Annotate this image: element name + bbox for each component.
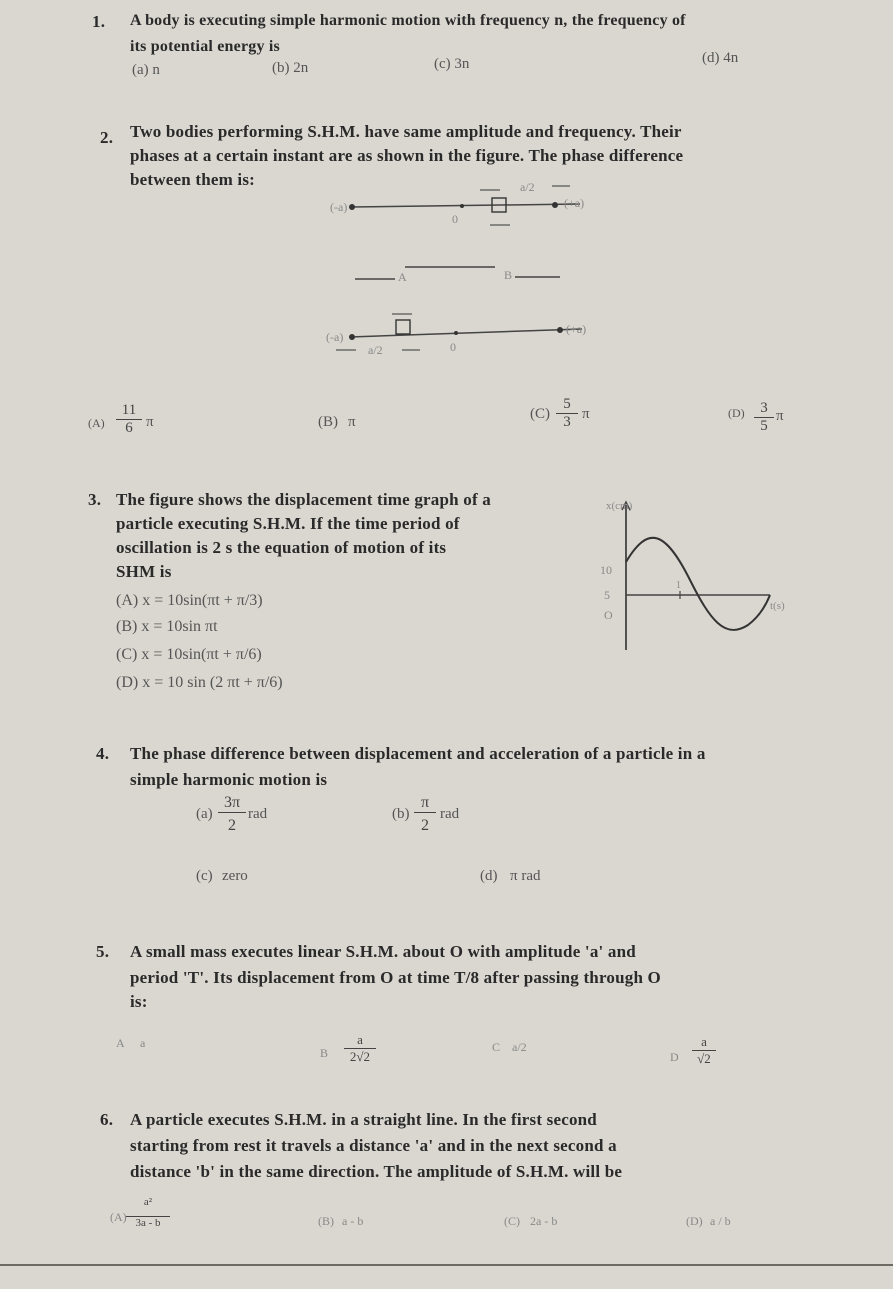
q5-option-a-text: a [140, 1036, 146, 1050]
q6-text-line3: distance 'b' in the same direction. The amplitude of S.H.M. will be [130, 1162, 623, 1181]
q3-text-line4: SHM is [116, 562, 172, 581]
q2-option-d-num: 3 [754, 400, 774, 418]
q2-fig-label-a: A [398, 270, 407, 284]
q5-option-b-fraction [344, 1032, 376, 1065]
q5-option-c-letter: C [492, 1040, 501, 1054]
q6-option-c-letter: (C) [504, 1214, 520, 1228]
q3-graph-tick-1: 1 [676, 580, 681, 591]
q6-option-a-den: 3a - b [135, 1217, 161, 1229]
q5-text-line1: A small mass executes linear S.H.M. about O with amplitude 'a' and [130, 942, 636, 961]
q5-number: 5. [96, 942, 110, 961]
q4-option-a-den: 2 [228, 817, 236, 834]
q3-number: 3. [88, 490, 102, 509]
q2-option-d-suffix: π [776, 408, 784, 424]
q2-fig-top-neg: (-a) [330, 200, 348, 214]
q2-option-a-den: 6 [125, 420, 133, 436]
q5-option-b-num: a [344, 1032, 376, 1049]
q2-option-c-letter: (C) [530, 406, 550, 422]
q5-text-line2: period 'T'. Its displacement from O at time T/8 after passing through O [130, 968, 661, 987]
q1-text-line1: A body is executing simple harmonic motion with frequency n, the frequency of [130, 12, 686, 29]
q2-option-c-suffix: π [582, 406, 590, 422]
q2-option-d-den: 5 [760, 418, 768, 434]
q1-option-c: (c) 3n [434, 56, 470, 72]
q4-option-b-fraction [414, 794, 436, 835]
q3-text-line1: The figure shows the displacement time graph of a [116, 490, 491, 509]
q3-graph-y-mid: 5 [604, 588, 610, 602]
q2-fig-bot-mid: a/2 [368, 343, 383, 357]
q4-option-c-letter: (c) [196, 868, 213, 884]
q3-graph-y-axis-label: x(cm) [606, 500, 633, 512]
q4-option-d-text: π rad [510, 868, 541, 884]
q6-option-b-text: a - b [342, 1214, 364, 1228]
q2-option-c-den: 3 [563, 414, 571, 430]
q5-text-line3: is: [130, 992, 148, 1011]
q2-option-b-text: π [348, 414, 356, 430]
q2-fig-top-pos: (+a) [564, 196, 585, 210]
q6-number: 6. [100, 1110, 114, 1129]
q2-fig-bot-zero: 0 [450, 340, 456, 354]
q3-option-a: (A) x = 10sin(πt + π/3) [116, 592, 263, 609]
q3-graph-y-max: 10 [600, 563, 612, 577]
q4-option-a-num: 3π [218, 794, 246, 813]
q3-text-line3: oscillation is 2 s the equation of motion of its [116, 538, 447, 557]
q2-option-a-num: 11 [116, 402, 142, 420]
q6-option-a-num: a² [126, 1196, 170, 1217]
q5-option-b-letter: B [320, 1046, 329, 1060]
q2-option-a-suffix: π [146, 414, 154, 430]
q4-option-a-suffix: rad [248, 806, 268, 822]
q2-fig-bot-pos: (+a) [566, 322, 587, 336]
q6-option-c-text: 2a - b [530, 1214, 558, 1228]
q2-fig-top-mid: a/2 [520, 180, 535, 194]
q5-option-d-num: a [692, 1034, 716, 1051]
q3-text-line2: particle executing S.H.M. If the time period of [116, 514, 460, 533]
q4-option-b-den: 2 [421, 817, 429, 834]
q1-text-line2: its potential energy is [130, 38, 280, 55]
q2-option-b-letter: (B) [318, 414, 338, 430]
q5-option-d-fraction [692, 1034, 716, 1067]
q2-fig-label-b: B [504, 268, 513, 282]
q5-option-b-den: 2√2 [349, 1049, 371, 1064]
q5-option-d-den: √2 [697, 1051, 711, 1066]
q6-text-line2: starting from rest it travels a distance 'a' and in the next second a [130, 1136, 617, 1155]
q1-option-a: (a) n [132, 62, 160, 78]
q4-option-c-text: zero [222, 868, 248, 884]
q6-option-a-letter: (A) [110, 1210, 127, 1224]
q3-option-c: (C) x = 10sin(πt + π/6) [116, 646, 262, 663]
q1-option-d: (d) 4n [702, 50, 739, 66]
q6-option-b-letter: (B) [318, 1214, 334, 1228]
page-bottom-edge [0, 1264, 893, 1266]
q2-fig-bot-neg: (-a) [326, 330, 344, 344]
q2-text-line3: between them is: [130, 170, 256, 189]
q3-option-d: (D) x = 10 sin (2 πt + π/6) [116, 674, 283, 691]
q2-fig-top-zero: 0 [452, 212, 458, 226]
q4-option-b-letter: (b) [392, 806, 410, 822]
q5-option-d-letter: D [670, 1050, 679, 1064]
q3-option-b: (B) x = 10sin πt [116, 618, 218, 635]
q4-text-line2: simple harmonic motion is [130, 770, 328, 789]
q6-option-d-text: a / b [710, 1214, 731, 1228]
q4-option-a-fraction [218, 794, 246, 835]
q2-text-line2: phases at a certain instant are as shown in the figure. The phase difference [130, 146, 684, 165]
q6-text-line1: A particle executes S.H.M. in a straight line. In the first second [130, 1110, 597, 1129]
q4-number: 4. [96, 744, 110, 763]
q1-number: 1. [92, 12, 106, 31]
q4-text-line1: The phase difference between displacement and acceleration of a particle in a [130, 744, 706, 763]
q1-option-b: (b) 2n [272, 60, 309, 76]
q6-option-d-letter: (D) [686, 1214, 703, 1228]
q2-number: 2. [100, 128, 114, 147]
q3-graph-origin: O [604, 608, 613, 622]
q3-graph-x-axis-label: t(s) [770, 600, 785, 612]
q4-option-a-letter: (a) [196, 806, 213, 822]
q2-option-a-letter: (A) [88, 416, 105, 430]
q2-text-line1: Two bodies performing S.H.M. have same amplitude and frequency. Their [130, 122, 682, 141]
q4-option-d-letter: (d) [480, 868, 498, 884]
q5-option-c-text: a/2 [512, 1040, 527, 1054]
q4-option-b-num: π [414, 794, 436, 813]
q2-option-c-num: 5 [556, 396, 578, 414]
q4-option-b-suffix: rad [440, 806, 460, 822]
q6-option-a-fraction [126, 1196, 170, 1229]
q5-option-a-letter: A [116, 1036, 125, 1050]
q2-option-d-letter: (D) [728, 406, 745, 420]
